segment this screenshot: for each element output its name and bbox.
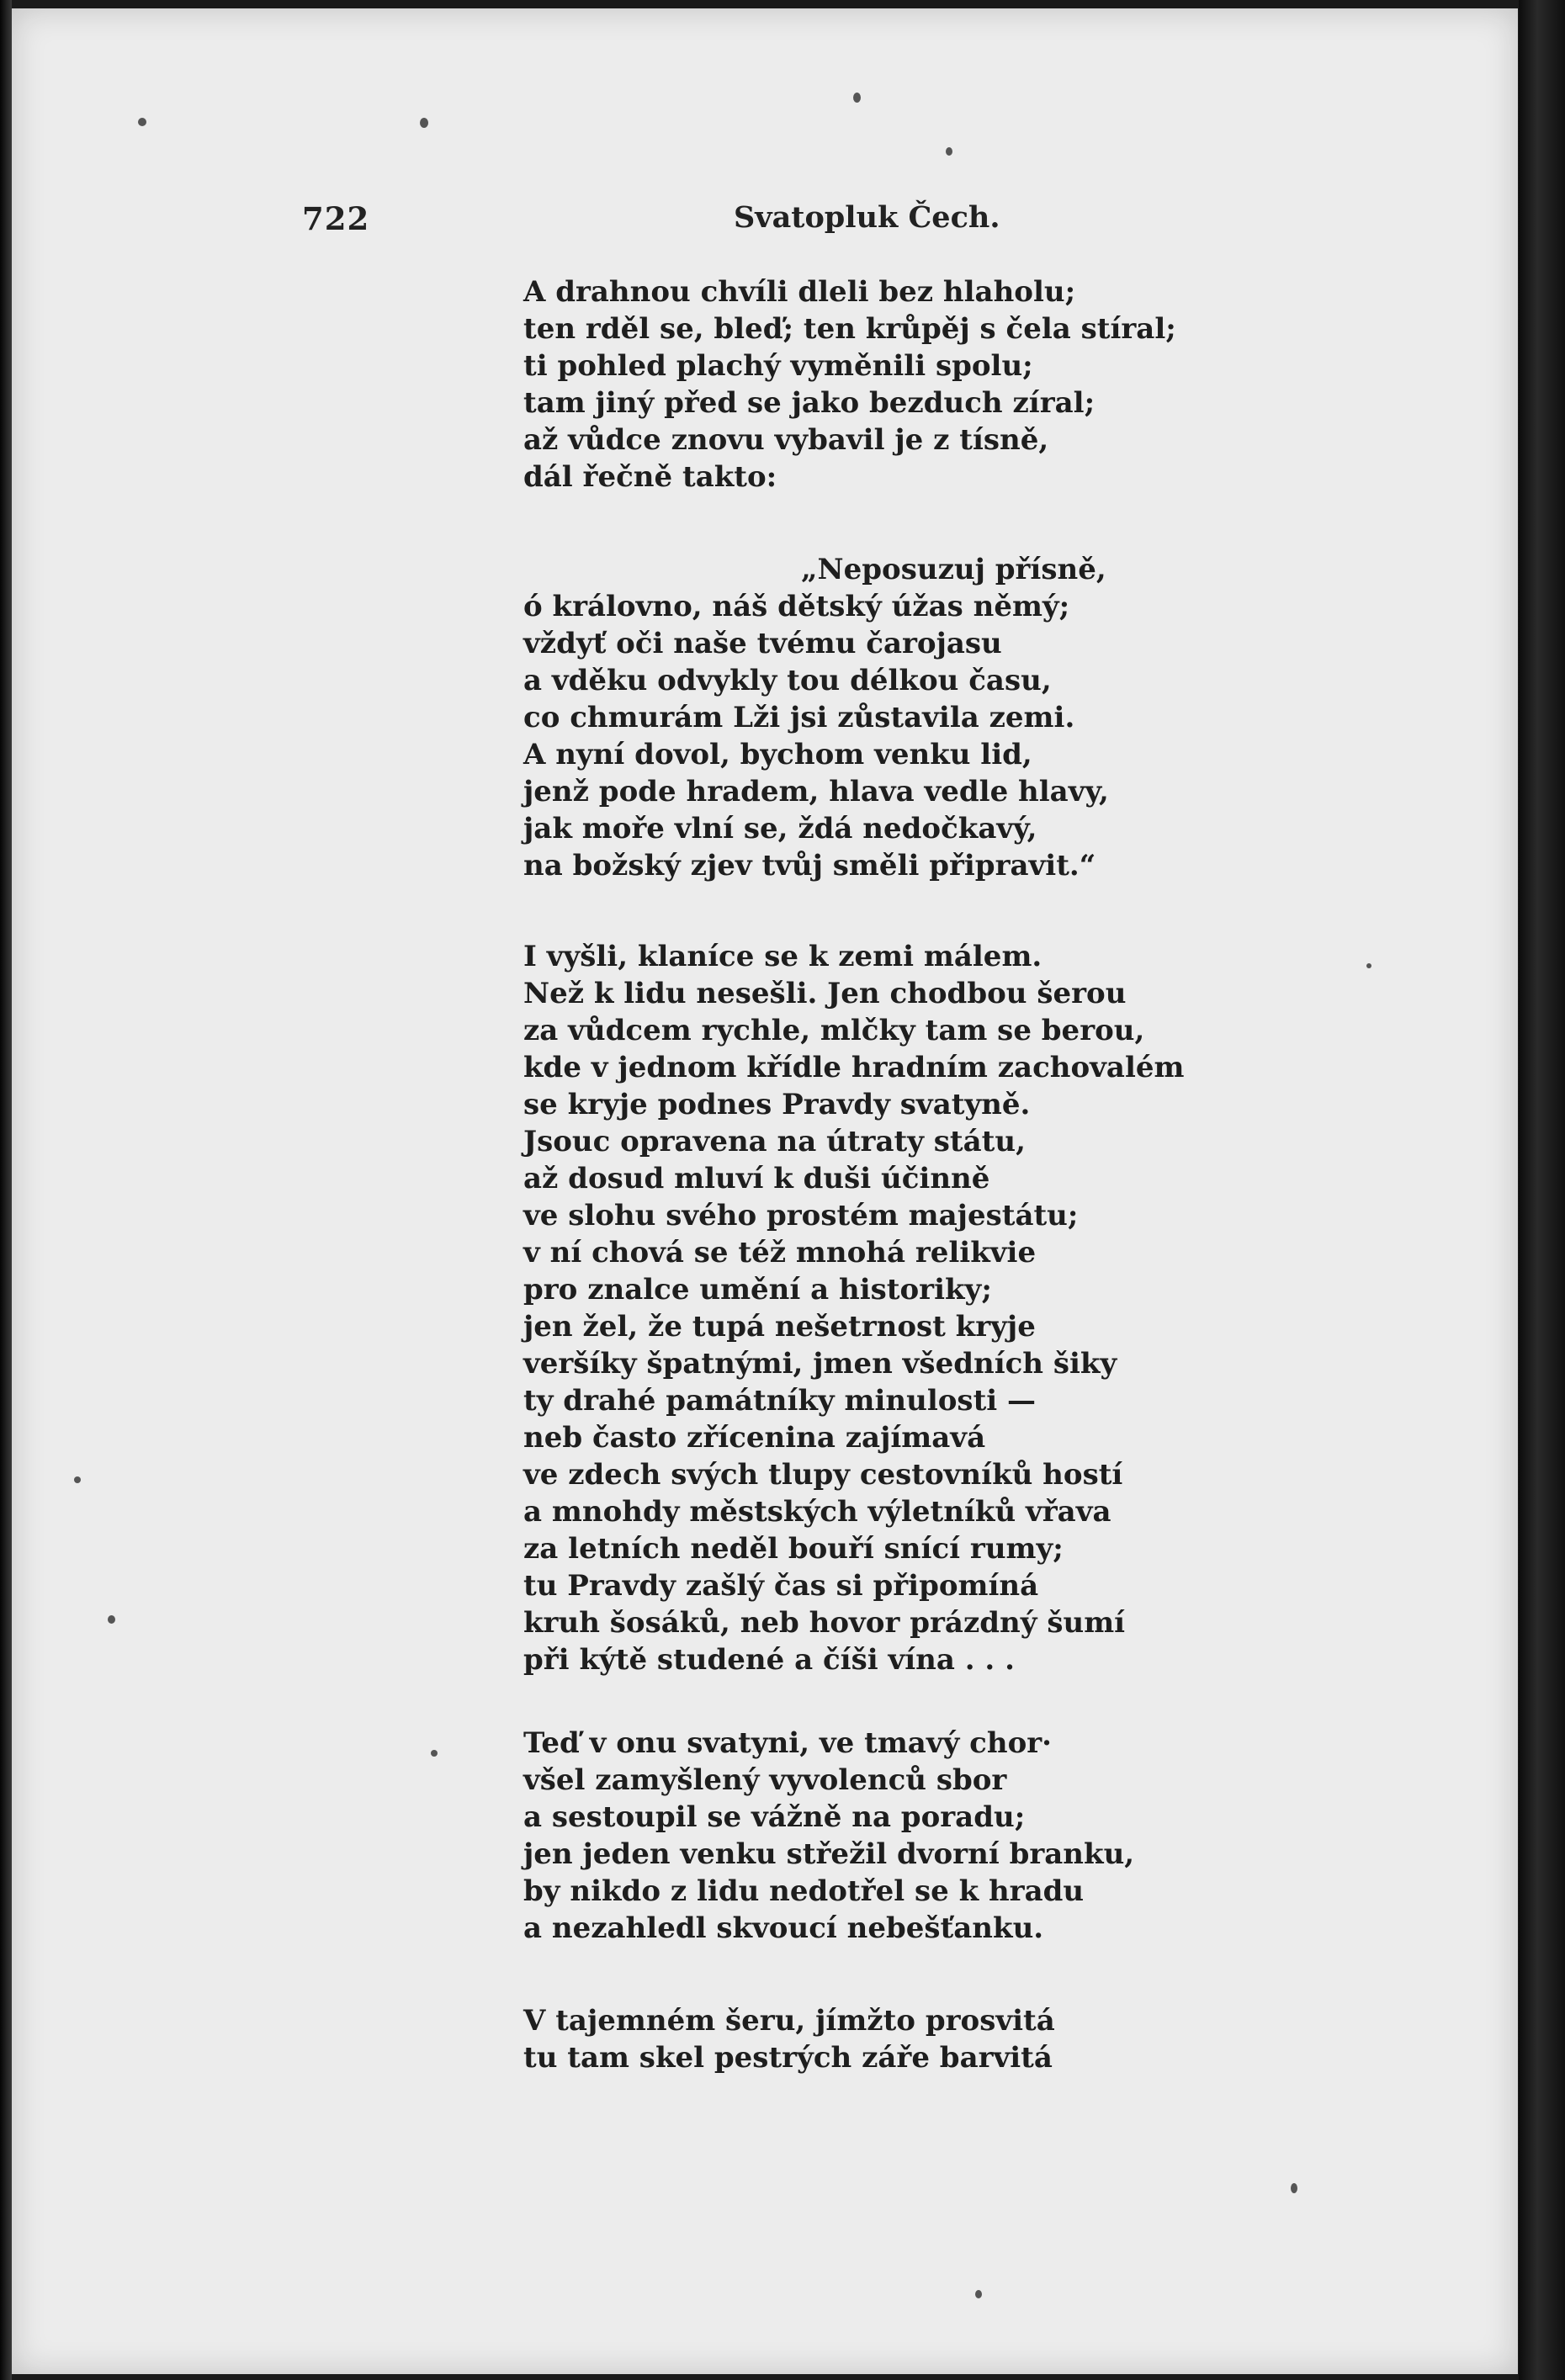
speck [1291,2183,1297,2193]
poem-line: jak moře vlní se, ždá nedočkavý, [523,812,1037,845]
poem-line: pro znalce umění a historiky; [523,1273,992,1307]
poem-line: dál řečně takto: [523,460,777,494]
speck [975,2290,982,2298]
poem-line: v ní chová se též mnohá relikvie [523,1236,1037,1270]
poem-line: a mnohdy městských výletníků vřava [523,1495,1111,1529]
poem-line: Jsouc opravena na útraty státu, [523,1125,1026,1158]
page-number: 722 [302,200,370,237]
left-binding-edge [0,0,12,2380]
poem-line: Teď v onu svatyni, ve tmavý chor· [523,1726,1053,1760]
speck [853,93,861,103]
poem-line: jen jeden venku střežil dvorní branku, [523,1837,1135,1871]
running-head: Svatopluk Čech. [734,200,1000,235]
poem-line: tu tam skel pestrých záře barvitá [523,2041,1053,2075]
poem-line: veršíky špatnými, jmen všedních šiky [523,1347,1117,1381]
poem-line: ó královno, náš dětský úžas němý; [523,590,1070,623]
poem-line: ty drahé památníky minulosti — [523,1384,1037,1418]
book-page [12,8,1518,2374]
poem-line: tam jiný před se jako bezduch zíral; [523,386,1096,420]
poem-line: „Neposuzuj přísně, [801,553,1106,586]
speck [1366,963,1371,968]
poem-line: ti pohled plachý vyměnili spolu; [523,349,1033,383]
poem-line: se kryje podnes Pravdy svatyně. [523,1088,1031,1121]
poem-line: co chmurám Lži jsi zůstavila zemi. [523,701,1075,734]
poem-line: vždyť oči naše tvému čarojasu [523,627,1002,660]
poem-line: I vyšli, klaníce se k zemi málem. [523,940,1042,973]
poem-line: by nikdo z lidu nedotřel se k hradu [523,1874,1085,1908]
poem-line: ve slohu svého prostém majestátu; [523,1199,1079,1232]
poem-line: V tajemném šeru, jímžto prosvitá [523,2004,1055,2038]
poem-line: Než k lidu nesešli. Jen chodbou šerou [523,977,1127,1010]
poem-line: A nyní dovol, bychom venku lid, [523,738,1032,771]
poem-line: na božský zjev tvůj směli připravit.“ [523,849,1096,883]
speck [946,147,952,156]
poem-line: neb často zřícenina zajímavá [523,1421,986,1455]
speck [108,1615,115,1624]
poem-line: za vůdcem rychle, mlčky tam se berou, [523,1014,1145,1047]
poem-line: při kýtě studené a číši vína . . . [523,1643,1015,1677]
poem-line: jen žel, že tupá nešetrnost kryje [523,1310,1036,1344]
speck [431,1750,438,1757]
poem-line: ve zdech svých tlupy cestovníků hostí [523,1458,1123,1492]
poem-line: až vůdce znovu vybavil je z tísně, [523,423,1049,457]
poem-line: za letních neděl bouří snící rumy; [523,1532,1064,1566]
poem-line: a sestoupil se vážně na poradu; [523,1800,1026,1834]
poem-line: a nezahledl skvoucí nebešťanku. [523,1911,1044,1945]
poem-line: všel zamyšlený vyvolenců sbor [523,1763,1007,1797]
poem-line: kruh šosáků, neb hovor prázdný šumí [523,1606,1126,1640]
page-header [12,200,1518,251]
speck [420,118,428,128]
speck [138,118,146,126]
poem-line: a vděku odvykly tou délkou času, [523,664,1052,697]
speck [74,1476,81,1483]
poem-line: kde v jednom křídle hradním zachovalém [523,1051,1185,1084]
poem-line: jenž pode hradem, hlava vedle hlavy, [523,775,1109,808]
right-binding-edge [1519,0,1565,2380]
poem-line: A drahnou chvíli dleli bez hlaholu; [523,275,1076,309]
poem-line: tu Pravdy zašlý čas si připomíná [523,1569,1039,1603]
poem-line: až dosud mluví k duši účinně [523,1162,990,1195]
poem-line: ten rděl se, bleď; ten krůpěj s čela stíral; [523,312,1176,346]
